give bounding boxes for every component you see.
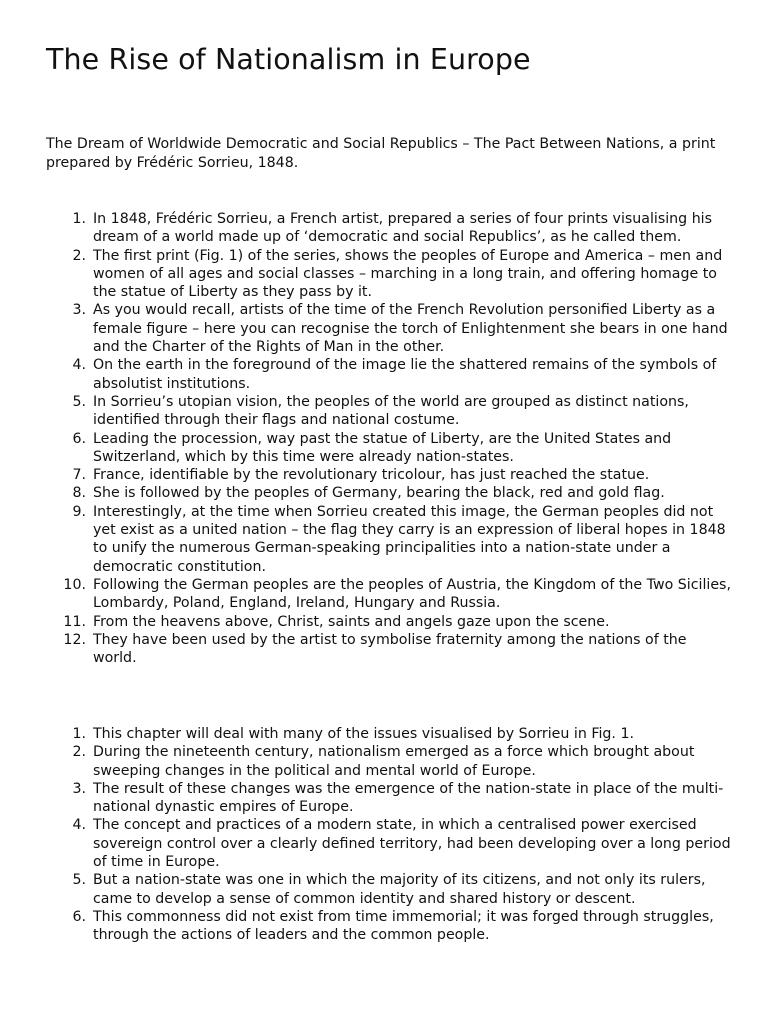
list-item-text: They have been used by the artist to symbolise fraternity among the nations of the world.	[93, 631, 687, 667]
list-item-text: On the earth in the foreground of the image lie the shattered remains of the symbols of absolutist institutions.	[93, 357, 717, 392]
list-item-text: As you would recall, artists of the time of the French Revolution personified Liberty as a female figure – here you can recognise the torch of Enlightenment she bears in one hand and the Charter of the Rights of Man in the other.	[93, 302, 728, 356]
numbered-list-chapter-intro	[0, 725, 733, 945]
list-item-text: But a nation-state was one in which the majority of its citizens, and not only its rulers, came to develop a sense of common identity and shared history or descent.	[93, 872, 706, 907]
list-item-text: Leading the procession, way past the statue of Liberty, are the United States and Switzerland, which by this time were already nation-states.	[93, 430, 672, 465]
list-item	[0, 613, 733, 631]
list-item-number: 2.	[72, 744, 86, 761]
list-item	[0, 484, 733, 502]
list-item	[0, 725, 733, 743]
list-item	[0, 631, 733, 668]
list-item-text: In Sorrieu’s utopian vision, the peoples of the world are grouped as distinct nations, identified through their flags and national costume.	[93, 393, 689, 429]
list-item-number: 11.	[63, 613, 86, 630]
list-item	[0, 871, 733, 908]
list-item-text: In 1848, Frédéric Sorrieu, a French artist, prepared a series of four prints visualising his dream of a world made up of ‘democratic and social Republics’, as he called them.	[93, 211, 713, 246]
list-item	[0, 816, 733, 871]
list-item-number: 1.	[72, 211, 86, 227]
list-item-text: Interestingly, at the time when Sorrieu created this image, the German peoples did not yet exist as a united nation – the flag they carry is an expression of liberal hopes in 1848 to unify the numerous German-speaking principalities into a nation-state under a democratic constitution.	[93, 503, 726, 575]
list-item-text: The concept and practices of a modern state, in which a centralised power exercised sovereign control over a clearly defined territory, had been developing over a long period of time in Europe.	[93, 817, 731, 871]
list-item	[0, 393, 733, 430]
list-item-number: 3.	[72, 780, 86, 797]
list-item-number: 4.	[72, 357, 86, 374]
list-item	[0, 576, 733, 613]
list-item	[0, 466, 733, 484]
list-item-number: 5.	[72, 872, 86, 889]
list-item-text: From the heavens above, Christ, saints and angels gaze upon the scene.	[93, 613, 610, 630]
list-item	[0, 780, 733, 817]
list-item	[0, 301, 733, 356]
figure-caption: The Dream of Worldwide Democratic and Social Republics – The Pact Between Nations, a print prepared by Frédéric Sorrieu, 1848.	[46, 136, 716, 171]
list-item-text: This chapter will deal with many of the issues visualised by Sorrieu in Fig. 1.	[93, 726, 634, 742]
list-item-number: 12.	[63, 631, 86, 648]
list-item-number: 4.	[72, 817, 86, 834]
list-item-text: The result of these changes was the emergence of the nation-state in place of the multi-national dynastic empires of Europe.	[93, 780, 724, 816]
list-item-text: She is followed by the peoples of Germany, bearing the black, red and gold flag.	[93, 485, 665, 502]
list-item-number: 8.	[72, 485, 86, 502]
list-item-text: The first print (Fig. 1) of the series, shows the peoples of Europe and America – men and women of all ages and social classes – marching in a long train, and offering homage to the statue of Liberty as they pass by it.	[93, 247, 723, 301]
list-item-number: 2.	[72, 247, 86, 264]
numbered-list-sorrieu-print	[0, 210, 733, 667]
list-item	[0, 430, 733, 467]
list-item-number: 10.	[63, 576, 86, 593]
list-item	[0, 356, 733, 393]
page-title: The Rise of Nationalism in Europe	[46, 43, 531, 76]
list-item-number: 6.	[72, 908, 86, 925]
list-item-number: 5.	[72, 393, 86, 410]
list-item-text: Following the German peoples are the peoples of Austria, the Kingdom of the Two Sicilies, Lombardy, Poland, England, Ireland, Hungary and Russia.	[93, 576, 731, 612]
list-item	[0, 743, 733, 780]
list-item-number: 9.	[72, 503, 86, 520]
list-item	[0, 247, 733, 302]
list-item-number: 1.	[72, 726, 86, 742]
list-item	[0, 503, 733, 576]
list-item-number: 3.	[72, 302, 86, 319]
list-item-number: 7.	[72, 467, 86, 484]
list-item-text: During the nineteenth century, nationalism emerged as a force which brought about sweeping changes in the political and mental world of Europe.	[93, 744, 695, 779]
list-item	[0, 210, 733, 247]
list-item-text: France, identifiable by the revolutionary tricolour, has just reached the statue.	[93, 467, 650, 484]
list-item	[0, 908, 733, 945]
list-item-number: 6.	[72, 430, 86, 447]
list-item-text: This commonness did not exist from time immemorial; it was forged through struggles, through the actions of leaders and the common people.	[93, 908, 714, 944]
